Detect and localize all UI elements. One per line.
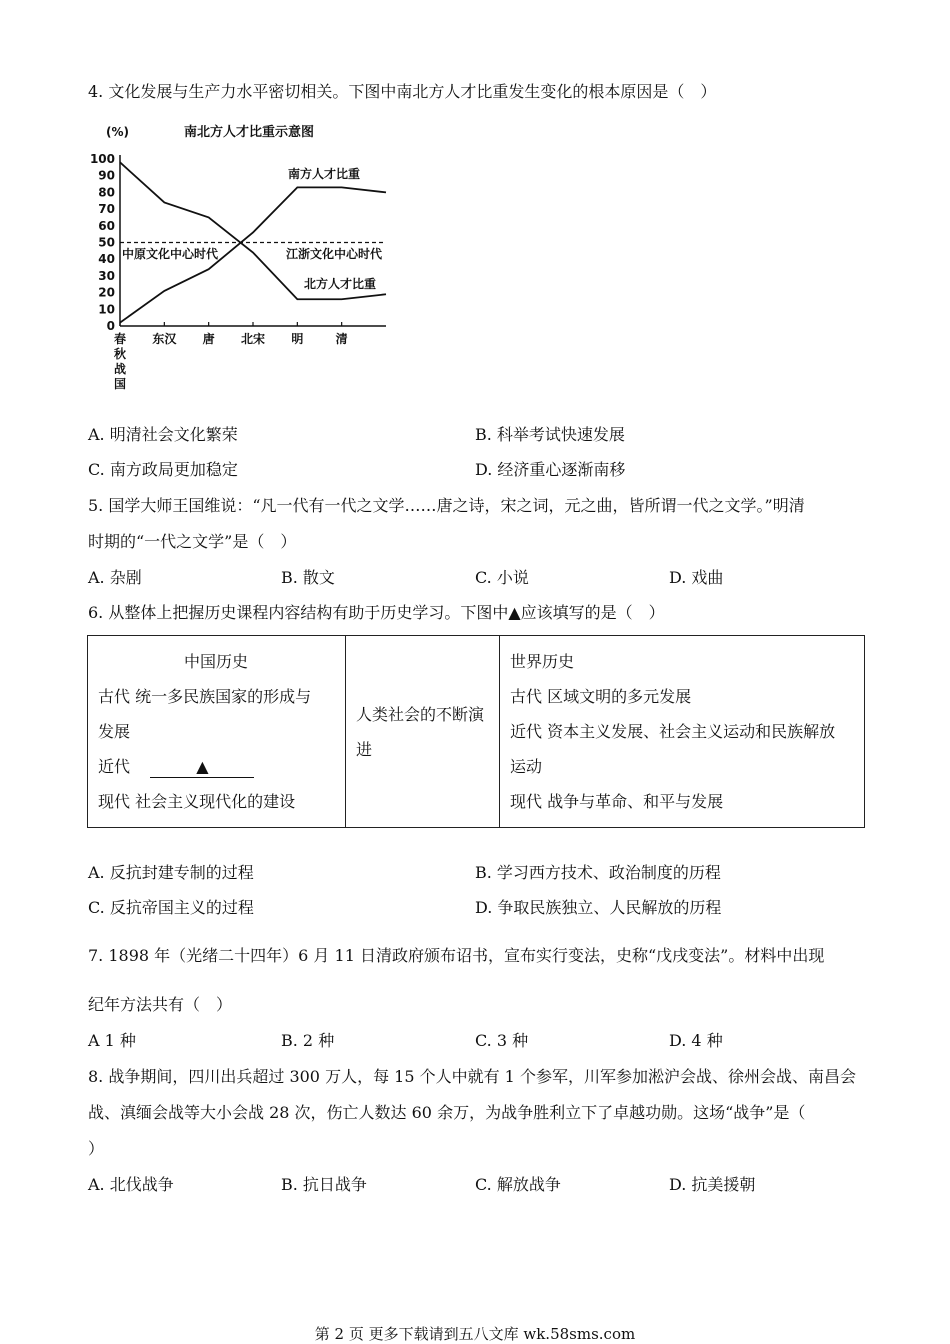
q6-option-c[interactable]: C. 反抗帝国主义的过程: [88, 898, 254, 917]
world-history-cell: [500, 636, 865, 828]
q7-option-d[interactable]: D. 4 种: [669, 1031, 723, 1050]
chart-ylabel: (%): [106, 125, 129, 139]
x-tick-label: 国: [113, 377, 127, 391]
q7-stem-line1: 7. 1898 年（光绪二十四年）6 月 11 日清政府颁布诏书，宣布实行变法，史称“戊戌变法”。材料中出现: [88, 946, 825, 965]
series-label-south: 南方人才比重: [288, 167, 361, 181]
y-tick-label: 40: [98, 252, 115, 267]
q6-option-d[interactable]: D. 争取民族独立、人民解放的历程: [475, 898, 722, 917]
chart-title: 南北方人才比重示意图: [184, 125, 315, 140]
x-tick-label: 春: [113, 332, 127, 346]
history-structure-table: [87, 635, 865, 828]
y-tick-label: 50: [98, 235, 115, 250]
q4-option-b[interactable]: B. 科举考试快速发展: [475, 425, 625, 444]
x-tick-label: 战: [113, 362, 127, 376]
x-tick-label: 东汉: [152, 332, 177, 346]
q4-option-a[interactable]: A. 明清社会文化繁荣: [88, 425, 238, 444]
china-contemporary: 现代 社会主义现代化的建设: [98, 792, 296, 811]
world-modern-line2: 运动: [510, 757, 543, 776]
y-tick-label: 10: [98, 302, 115, 317]
q8-stem-line1: 8. 战争期间，四川出兵超过 300 万人，每 15 个人中就有 1 个参军，川军参加淞沪会战、徐州会战、南昌会: [88, 1067, 856, 1086]
world-contemporary: 现代 战争与革命、和平与发展: [510, 792, 724, 811]
q5-option-c[interactable]: C. 小说: [475, 568, 529, 587]
china-ancient-line1: 古代 统一多民族国家的形成与: [98, 687, 312, 706]
q5-option-d[interactable]: D. 戏曲: [669, 568, 724, 587]
q7-option-a[interactable]: A 1 种: [88, 1031, 136, 1050]
q7-option-b[interactable]: B. 2 种: [281, 1031, 335, 1050]
y-tick-label: 30: [98, 268, 115, 283]
china-history-title: 中国历史: [184, 652, 249, 671]
x-tick-label: 明: [291, 332, 304, 346]
q5-option-a[interactable]: A. 杂剧: [88, 568, 142, 587]
q8-option-d[interactable]: D. 抗美援朝: [669, 1175, 756, 1194]
annotation-jiangzhe: 江浙文化中心时代: [286, 247, 383, 261]
q5-stem-line1: 5. 国学大师王国维说：“凡一代有一代之文学……唐之诗，宋之词，元之曲，皆所谓一代之文学。”明清: [88, 496, 805, 515]
x-tick-label: 北宋: [240, 332, 266, 346]
talent-ratio-chart: [88, 118, 418, 398]
blank-triangle: ▲: [150, 757, 254, 778]
china-modern-label: 近代: [98, 757, 131, 776]
q8-option-b[interactable]: B. 抗日战争: [281, 1175, 367, 1194]
q8-option-a[interactable]: A. 北伐战争: [88, 1175, 174, 1194]
q5-stem-line2: 时期的“一代之文学”是（ ）: [88, 532, 297, 551]
x-tick-label: 清: [335, 332, 348, 346]
q7-option-c[interactable]: C. 3 种: [475, 1031, 529, 1050]
q7-stem-line2: 纪年方法共有（ ）: [88, 995, 233, 1014]
q4-option-c[interactable]: C. 南方政局更加稳定: [88, 460, 238, 479]
middle-cell: [346, 636, 500, 828]
q4-option-d[interactable]: D. 经济重心逐渐南移: [475, 460, 626, 479]
china-modern-row: [98, 749, 335, 784]
x-tick-label: 唐: [202, 332, 215, 346]
world-ancient: 古代 区域文明的多元发展: [510, 687, 692, 706]
y-tick-label: 20: [98, 285, 115, 300]
world-history-title: 世界历史: [510, 652, 575, 671]
world-modern-line1: 近代 资本主义发展、社会主义运动和民族解放: [510, 722, 836, 741]
q6-option-b[interactable]: B. 学习西方技术、政治制度的历程: [475, 863, 721, 882]
middle-text: 人类社会的不断演进: [356, 704, 485, 759]
series-label-north: 北方人才比重: [304, 277, 377, 291]
china-history-cell: [88, 636, 346, 828]
q6-stem: 6. 从整体上把握历史课程内容结构有助于历史学习。下图中▲应该填写的是（ ）: [88, 603, 665, 622]
q8-stem-line2: 战、滇缅会战等大小会战 28 次，伤亡人数达 60 余万，为战争胜利立下了卓越功勋。这场“战争”是（: [88, 1103, 806, 1122]
page-footer: 第 2 页 更多下载请到五八文库 wk.58sms.com: [314, 1325, 636, 1343]
annotation-central-plains: 中原文化中心时代: [122, 247, 219, 261]
q4-stem: 4. 文化发展与生产力水平密切相关。下图中南北方人才比重发生变化的根本原因是（ ）: [88, 82, 717, 101]
q6-option-a[interactable]: A. 反抗封建专制的过程: [88, 863, 254, 882]
y-tick-label: 70: [98, 202, 115, 217]
q8-stem-line3: ）: [88, 1139, 105, 1158]
x-tick-label: 秋: [113, 347, 127, 361]
y-tick-label: 100: [89, 152, 115, 166]
q5-option-b[interactable]: B. 散文: [281, 568, 335, 587]
china-ancient-line2: 发展: [98, 722, 131, 741]
y-tick-label: 80: [98, 185, 115, 200]
y-tick-label: 60: [98, 218, 115, 233]
q8-option-c[interactable]: C. 解放战争: [475, 1175, 561, 1194]
y-tick-label: 90: [98, 168, 115, 183]
y-tick-label: 0: [106, 319, 115, 333]
